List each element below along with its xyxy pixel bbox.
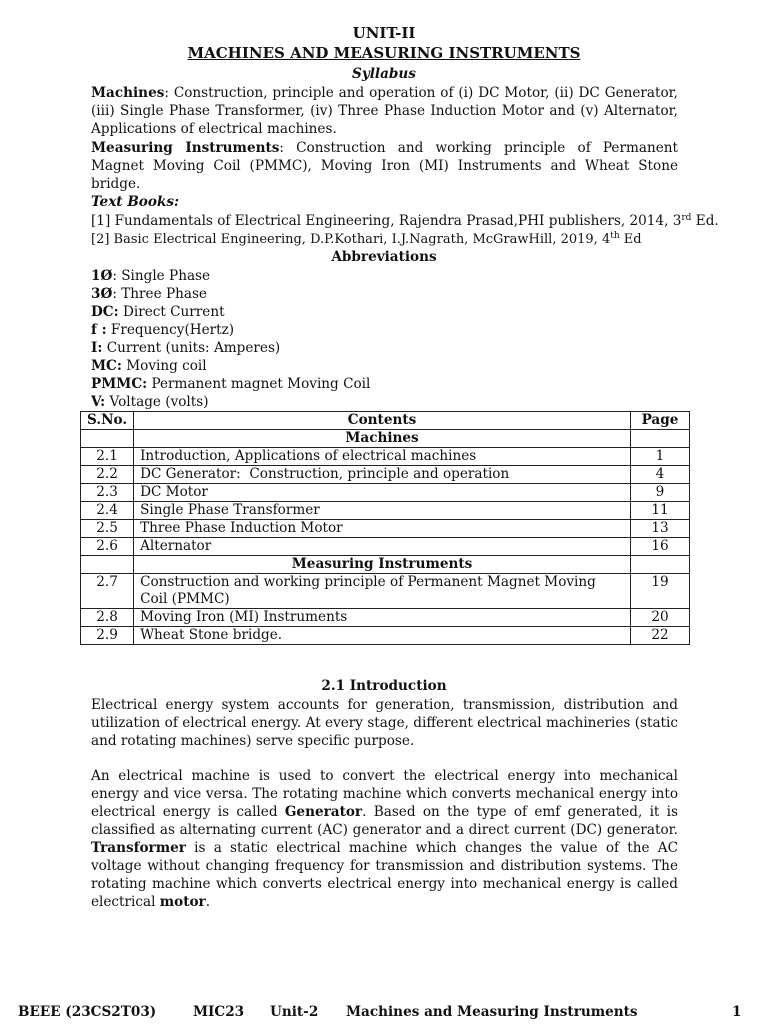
row-sno: 2.8 [81, 609, 134, 627]
text-book-2-sup: th [610, 231, 620, 241]
row-content: Wheat Stone bridge. [134, 627, 631, 645]
text-book-2-main: [2] Basic Electrical Engineering, D.P.Kothari, I.J.Nagrath, McGrawHill, 2019, 4 [91, 232, 611, 247]
table-row [81, 448, 690, 466]
intro-p2-text: . [205, 894, 211, 910]
text-book-1-main: [1] Fundamentals of Electrical Engineering, Rajendra Prasad,PHI publishers, 2014, 3 [91, 213, 682, 229]
row-page: 20 [631, 609, 690, 627]
syllabus-instruments [91, 139, 678, 193]
abbr-value: Permanent magnet Moving Coil [147, 376, 371, 392]
row-page: 22 [631, 627, 690, 645]
row-sno: 2.4 [81, 502, 134, 520]
intro-p2-text: An electrical machine is used to convert the electrical energy into mechanical energy and vice versa. The rotating machine which converts mechanical energy into electrical energy is called [91, 768, 678, 820]
abbr-item [91, 393, 209, 411]
footer-title: Machines and Measuring Instruments [346, 1004, 638, 1020]
intro-p2-generator: Generator [284, 804, 363, 820]
row-sno: 2.7 [81, 574, 134, 609]
header-page: Page [631, 412, 690, 430]
empty-cell [631, 430, 690, 448]
intro-paragraph-1: Electrical energy system accounts for generation, transmission, distribution and utilization of electrical energy. At every stage, different electrical machineries (static and rotating machines) serve specific purpose. [91, 697, 678, 749]
section-instruments: Measuring Instruments [134, 556, 631, 574]
footer-page-number: 1 [732, 1004, 742, 1020]
row-page: 9 [631, 484, 690, 502]
table-row [81, 520, 690, 538]
text-book-2 [91, 231, 642, 249]
row-content: DC Motor [134, 484, 631, 502]
row-page: 13 [631, 520, 690, 538]
empty-cell [81, 430, 134, 448]
table-row [81, 466, 690, 484]
row-content: Moving Iron (MI) Instruments [134, 609, 631, 627]
abbr-key: 1Ø [91, 268, 113, 284]
section-row [81, 556, 690, 574]
section-row [81, 430, 690, 448]
footer-code: MIC23 [193, 1004, 245, 1020]
row-page: 11 [631, 502, 690, 520]
abbr-item [91, 339, 280, 357]
introduction-heading: 2.1 Introduction [321, 678, 447, 694]
instruments-label: Measuring Instruments [91, 140, 280, 156]
page-title [0, 44, 768, 62]
row-content: Alternator [134, 538, 631, 556]
row-content: Introduction, Applications of electrical machines [134, 448, 631, 466]
abbr-item [91, 303, 225, 321]
abbr-key: 3Ø [91, 286, 113, 302]
unit-heading: UNIT-II [352, 24, 416, 42]
abbr-key: I: [91, 340, 103, 356]
text-book-1 [91, 212, 719, 230]
intro-p2-text: is a static electrical machine which changes the value of the AC voltage without changing frequency for transmission and distribution systems. The rotating machine which converts electrical energy into mechanical energy is called electrical [91, 840, 678, 910]
header-contents: Contents [134, 412, 631, 430]
row-content: DC Generator: Construction, principle and operation [134, 466, 631, 484]
row-sno: 2.5 [81, 520, 134, 538]
syllabus-machines [91, 84, 678, 138]
intro-p2-transformer: Transformer [91, 840, 186, 856]
machines-text: : Construction, principle and operation of (i) DC Motor, (ii) DC Generator, (iii) Single Phase Transformer, (iv) Three Phase Induction Motor and (v) Alternator, Applications of electrical machines. [91, 85, 678, 137]
abbr-value: Voltage (volts) [105, 394, 209, 410]
syllabus-heading: Syllabus [352, 66, 416, 82]
row-page: 1 [631, 448, 690, 466]
abbr-value: Current (units: Amperes) [102, 340, 281, 356]
row-sno: 2.2 [81, 466, 134, 484]
footer-unit: Unit-2 [270, 1004, 319, 1020]
text-book-1-sup: rd [681, 213, 692, 223]
machines-label: Machines [91, 85, 165, 101]
empty-cell [631, 556, 690, 574]
abbreviations-heading: Abbreviations [331, 249, 437, 265]
abbr-value: Moving coil [121, 358, 207, 374]
instruments-text: : Construction and working principle of Permanent Magnet Moving Coil (PMMC), Moving Iron (MI) Instruments and Wheat Stone bridge. [91, 140, 678, 192]
header-sno: S.No. [81, 412, 134, 430]
abbr-value: Frequency(Hertz) [106, 322, 235, 338]
contents-table [80, 411, 690, 645]
text-book-1-end: Ed. [691, 213, 719, 229]
page-footer [18, 1004, 748, 1022]
row-content: Three Phase Induction Motor [134, 520, 631, 538]
row-content: Single Phase Transformer [134, 502, 631, 520]
row-sno: 2.9 [81, 627, 134, 645]
abbr-value: : Single Phase [112, 268, 211, 284]
table-row [81, 502, 690, 520]
abbr-value: Direct Current [118, 304, 225, 320]
row-page: 16 [631, 538, 690, 556]
table-row [81, 574, 690, 609]
table-row [81, 538, 690, 556]
row-content: Construction and working principle of Permanent Magnet Moving Coil (PMMC) [134, 574, 631, 609]
footer-course: BEEE (23CS2T03) [18, 1004, 157, 1020]
row-page: 4 [631, 466, 690, 484]
empty-cell [81, 556, 134, 574]
row-sno: 2.6 [81, 538, 134, 556]
table-header-row [81, 412, 690, 430]
abbr-item [91, 357, 207, 375]
page-title-text: MACHINES AND MEASURING INSTRUMENTS [187, 44, 581, 62]
table-row [81, 484, 690, 502]
text-book-2-end: Ed [619, 232, 642, 247]
abbr-item [91, 267, 210, 285]
abbr-key: DC: [91, 304, 119, 320]
section-machines: Machines [134, 430, 631, 448]
text-books-heading: Text Books: [91, 194, 180, 210]
abbr-key: MC: [91, 358, 122, 374]
row-sno: 2.1 [81, 448, 134, 466]
abbr-key: V: [91, 394, 106, 410]
abbr-key: PMMC: [91, 376, 148, 392]
abbr-key: f : [91, 322, 107, 338]
table-row [81, 609, 690, 627]
intro-paragraph-2 [91, 767, 678, 911]
abbr-item [91, 321, 234, 339]
row-page: 19 [631, 574, 690, 609]
abbr-item [91, 285, 207, 303]
intro-p2-text: . Based on the type of emf generated, it is classified as alternating current (AC) generator and a direct current (DC) generator. [91, 804, 678, 838]
intro-p2-motor: motor [159, 894, 206, 910]
abbr-item [91, 375, 370, 393]
table-row [81, 627, 690, 645]
abbr-value: : Three Phase [112, 286, 207, 302]
row-sno: 2.3 [81, 484, 134, 502]
